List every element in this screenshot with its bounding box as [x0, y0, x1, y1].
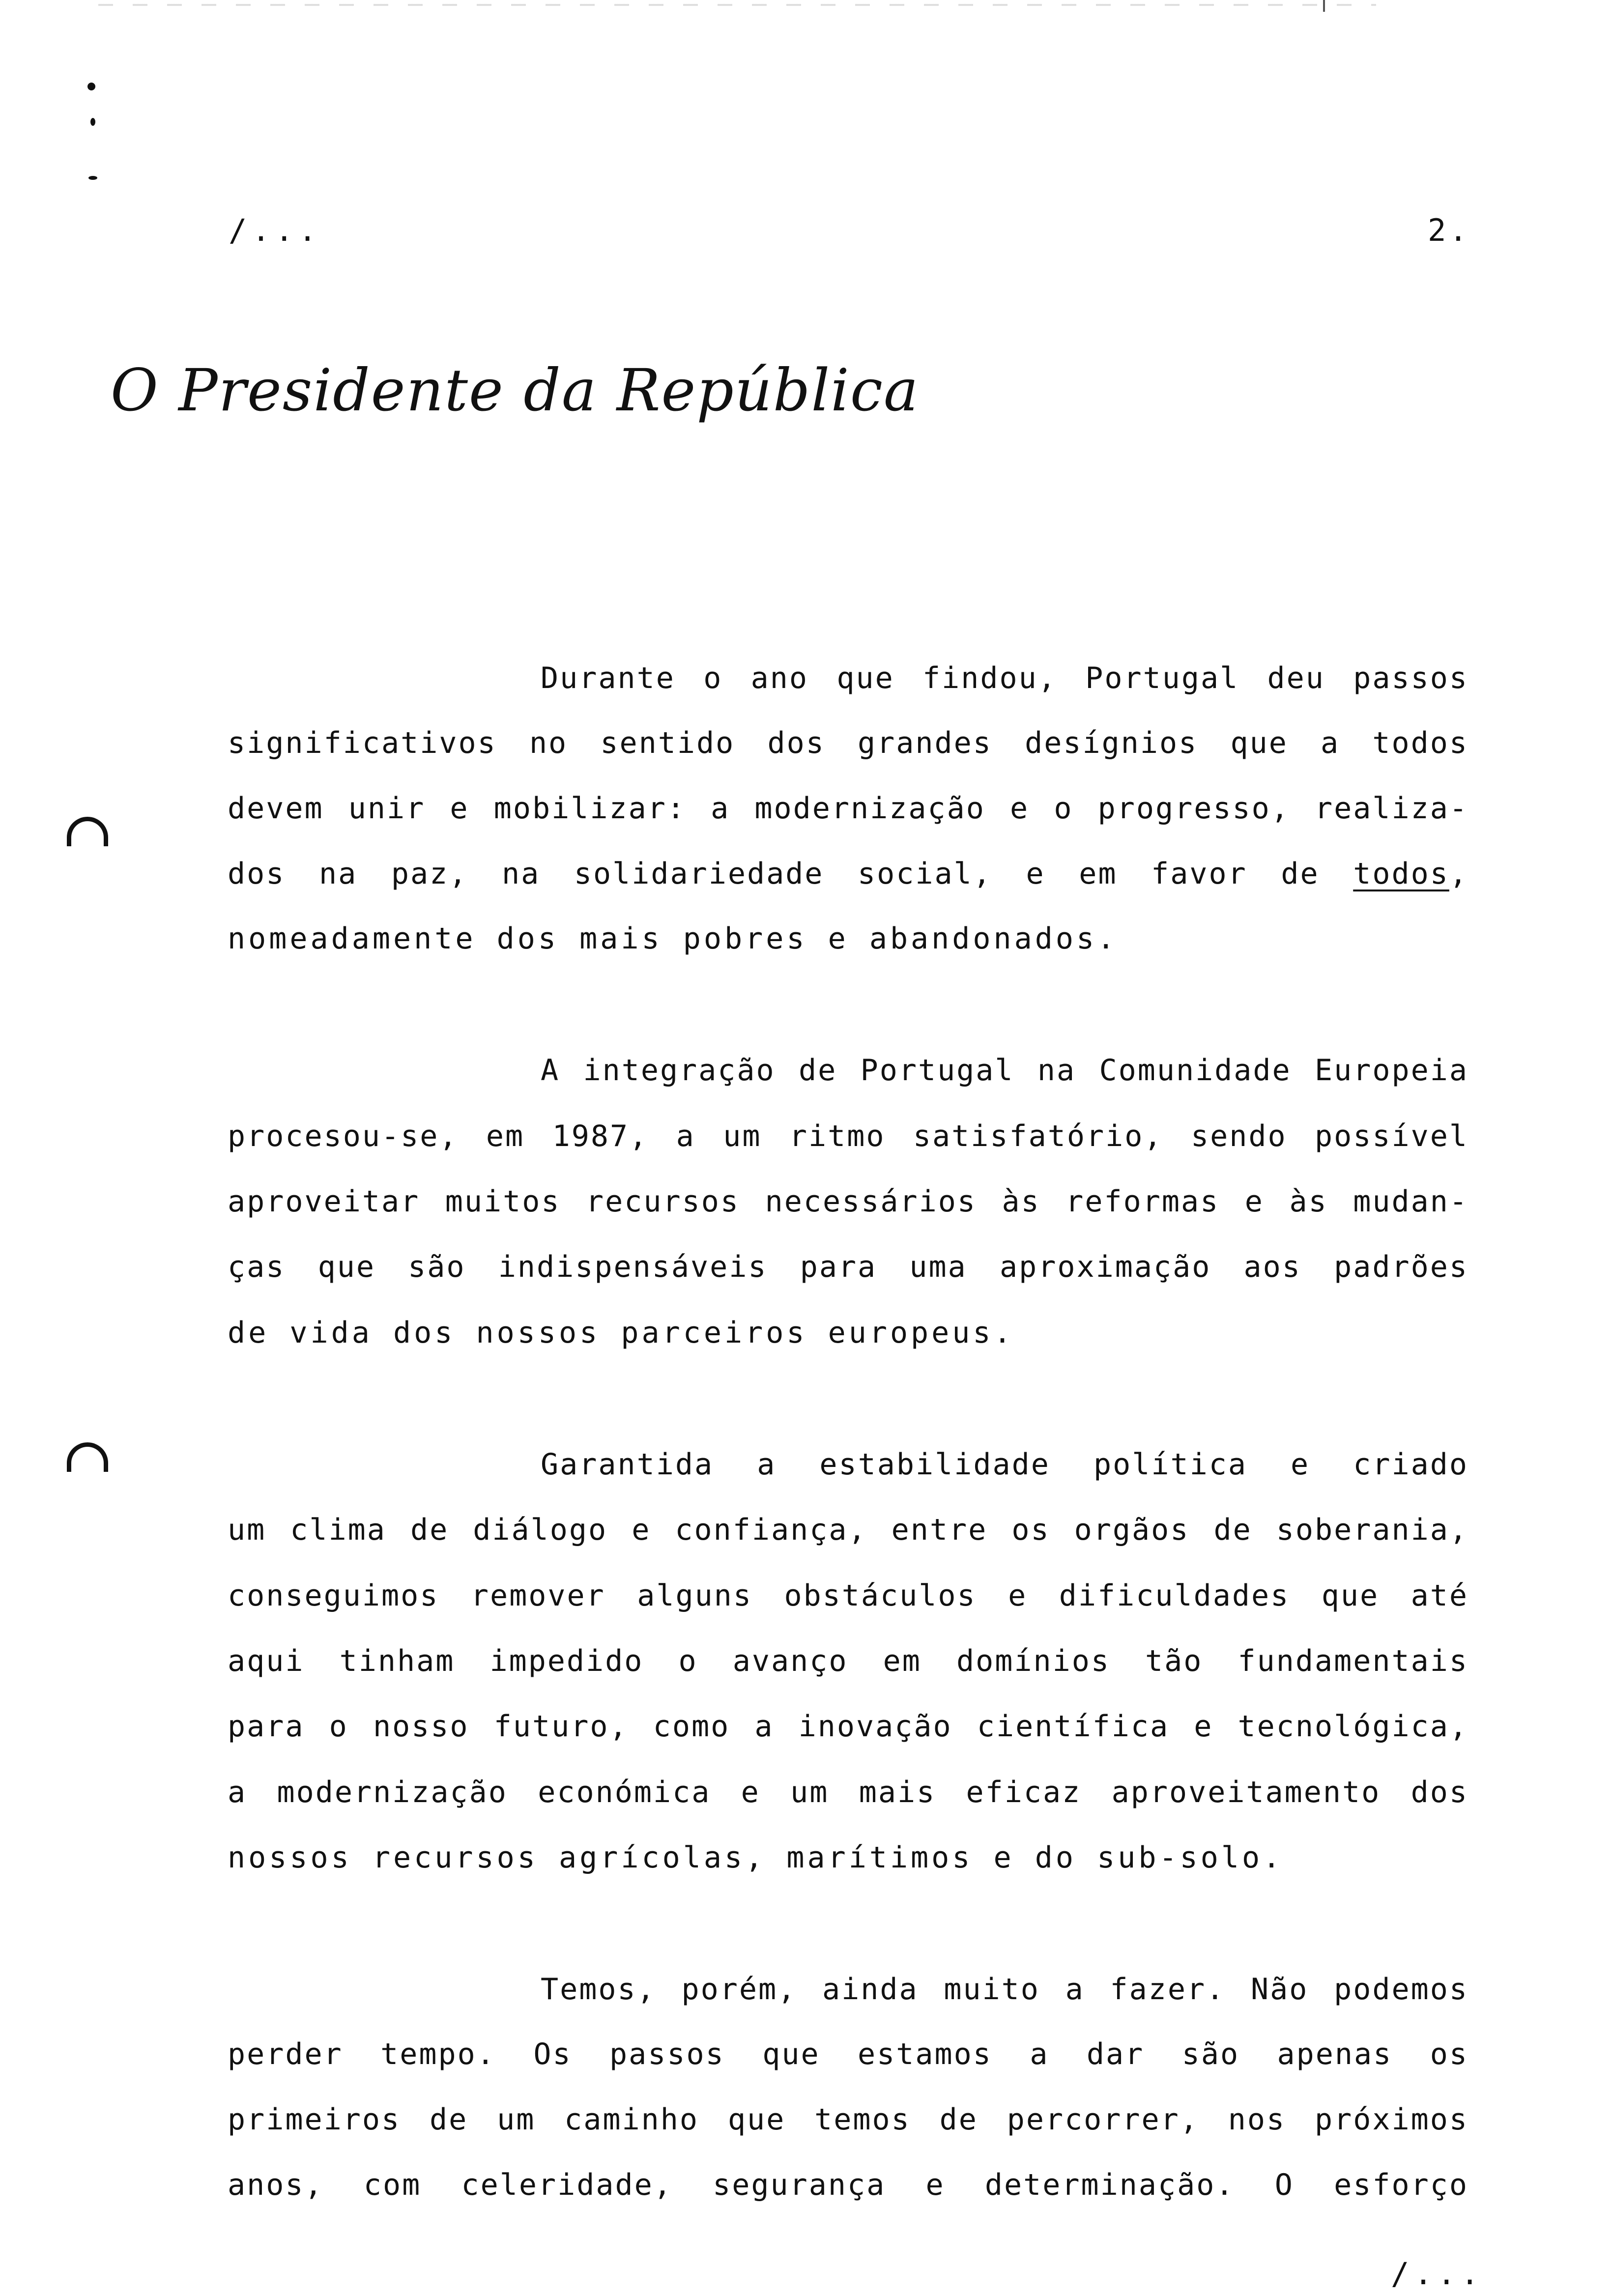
text-line: Durante o ano que findou, Portugal deu passos	[541, 661, 1468, 695]
margin-dot-mark	[90, 118, 95, 126]
scan-edge-artifact	[98, 4, 1376, 6]
text-line: conseguimos remover alguns obstáculos e dificuldades que até	[228, 1578, 1468, 1613]
text-line: devem unir e mobilizar: a modernização e o progresso, realiza-	[228, 791, 1468, 826]
text-line	[228, 854, 1468, 893]
text-line: um clima de diálogo e confiança, entre os orgãos de soberania,	[228, 1513, 1468, 1547]
text-line: ças que são indispensáveis para uma aproximação aos padrões	[228, 1250, 1468, 1284]
continuation-mark-bottom: /...	[1391, 2256, 1484, 2292]
margin-dot-mark	[87, 83, 95, 90]
continuation-mark-top: /...	[229, 212, 322, 248]
text-line: significativos no sentido dos grandes desígnios que a todos	[228, 726, 1468, 760]
text-line: aproveitar muitos recursos necessários às reformas e às mudan-	[228, 1184, 1468, 1219]
binder-hole-mark	[67, 817, 108, 846]
text-line: a modernização económica e um mais eficaz aproveitamento dos	[228, 1775, 1468, 1809]
scan-tick-mark	[1323, 0, 1325, 12]
text-line: de vida dos nossos parceiros europeus.	[228, 1316, 1014, 1350]
text-line: Temos, porém, ainda muito a fazer. Não podemos	[541, 1972, 1468, 2007]
page-number: 2.	[1428, 212, 1470, 248]
text-line: nossos recursos agrícolas, marítimos e do sub-solo.	[228, 1840, 1284, 1875]
text-line: primeiros de um caminho que temos de percorrer, nos próximos	[228, 2102, 1468, 2137]
text-segment: ,	[1449, 857, 1468, 891]
text-line: nomeadamente dos mais pobres e abandonados.	[228, 921, 1118, 956]
text-line: aqui tinham impedido o avanço em domínios tão fundamentais	[228, 1644, 1468, 1678]
text-segment: dos na paz, na solidariedade social, e em favor de	[228, 857, 1353, 891]
text-line: anos, com celeridade, segurança e determinação. O esforço	[228, 2168, 1468, 2202]
underlined-word: todos	[1353, 857, 1449, 891]
text-line: Garantida a estabilidade política e criado	[541, 1447, 1468, 1482]
binder-hole-mark	[67, 1442, 108, 1472]
text-line: perder tempo. Os passos que estamos a dar são apenas os	[228, 2037, 1468, 2071]
text-line: procesou-se, em 1987, a um ritmo satisfatório, sendo possível	[228, 1119, 1468, 1153]
text-line: A integração de Portugal na Comunidade Europeia	[541, 1053, 1468, 1088]
letterhead-logo: O Presidente da República	[111, 356, 920, 424]
text-line: para o nosso futuro, como a inovação científica e tecnológica,	[228, 1709, 1468, 1744]
margin-dot-mark	[88, 176, 97, 180]
